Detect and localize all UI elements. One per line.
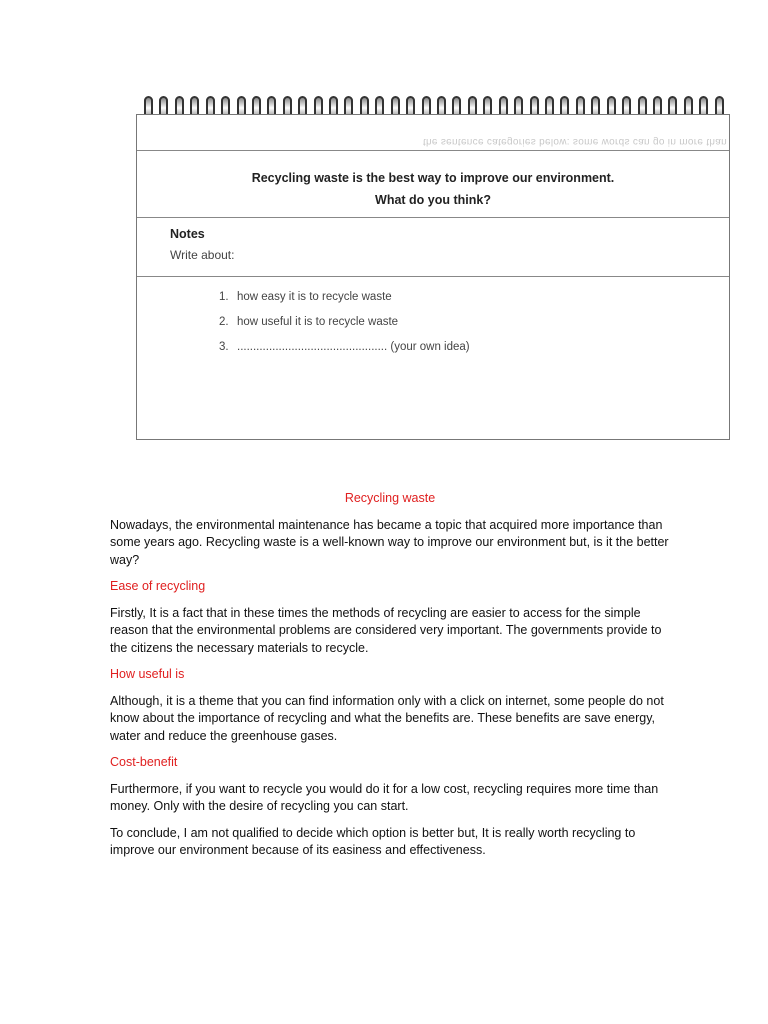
notes-subtitle: Write about: bbox=[170, 248, 235, 262]
notes-title: Notes bbox=[170, 227, 205, 241]
prompt-line-1: Recycling waste is the best way to improve our environment. bbox=[251, 171, 615, 185]
section-heading-usefulness: How useful is bbox=[110, 667, 185, 681]
task-item bbox=[219, 339, 470, 364]
divider bbox=[137, 217, 729, 218]
task-list bbox=[219, 289, 470, 364]
section-heading-ease: Ease of recycling bbox=[110, 579, 206, 593]
divider bbox=[137, 150, 729, 151]
task-number: 3. bbox=[219, 341, 229, 353]
task-text: how easy it is to recycle waste bbox=[237, 291, 392, 303]
prompt-line-2: What do you think? bbox=[375, 193, 491, 207]
essay bbox=[110, 490, 670, 869]
paragraph-ease: Firstly, It is a fact that in these times the methods of recycling are easier to access for the simple reason that the environmental problems are considered very important. The governments provide to the citizens the necessary materials to recycle. bbox=[110, 605, 662, 655]
section-heading-cost-benefit: Cost-benefit bbox=[110, 755, 178, 769]
essay-title: Recycling waste bbox=[344, 491, 436, 505]
task-text: ............................................... (your own idea) bbox=[237, 341, 470, 353]
paragraph-cost-benefit: Furthermore, if you want to recycle you would do it for a low cost, recycling requires more time than money. Only with the desire of recycling you can start. bbox=[110, 781, 659, 813]
task-text: how useful it is to recycle waste bbox=[237, 316, 399, 328]
conclusion-paragraph: To conclude, I am not qualified to decide which option is better but, It is really worth recycling to improve our environment because of its easiness and effectiveness. bbox=[110, 825, 636, 857]
notebook-image bbox=[136, 96, 730, 440]
task-item bbox=[219, 314, 470, 339]
task-number: 1. bbox=[219, 291, 229, 303]
paragraph-usefulness: Although, it is a theme that you can find information only with a click on internet, some people do not know about the importance of recycling and what the benefits are. These benefits are save energy, water and reduce the greenhouse gases. bbox=[110, 693, 664, 743]
prompt bbox=[137, 167, 729, 211]
divider bbox=[137, 276, 729, 277]
notebook-page bbox=[136, 114, 730, 440]
task-number: 2. bbox=[219, 316, 229, 328]
intro-paragraph: Nowadays, the environmental maintenance has became a topic that acquired more importance than some years ago. Recycling waste is a well-known way to improve our environment but, is it the better way? bbox=[110, 517, 669, 567]
task-item bbox=[219, 289, 470, 314]
bleed-through-text: the sentence categories below: some words can go in more than bbox=[422, 136, 727, 147]
